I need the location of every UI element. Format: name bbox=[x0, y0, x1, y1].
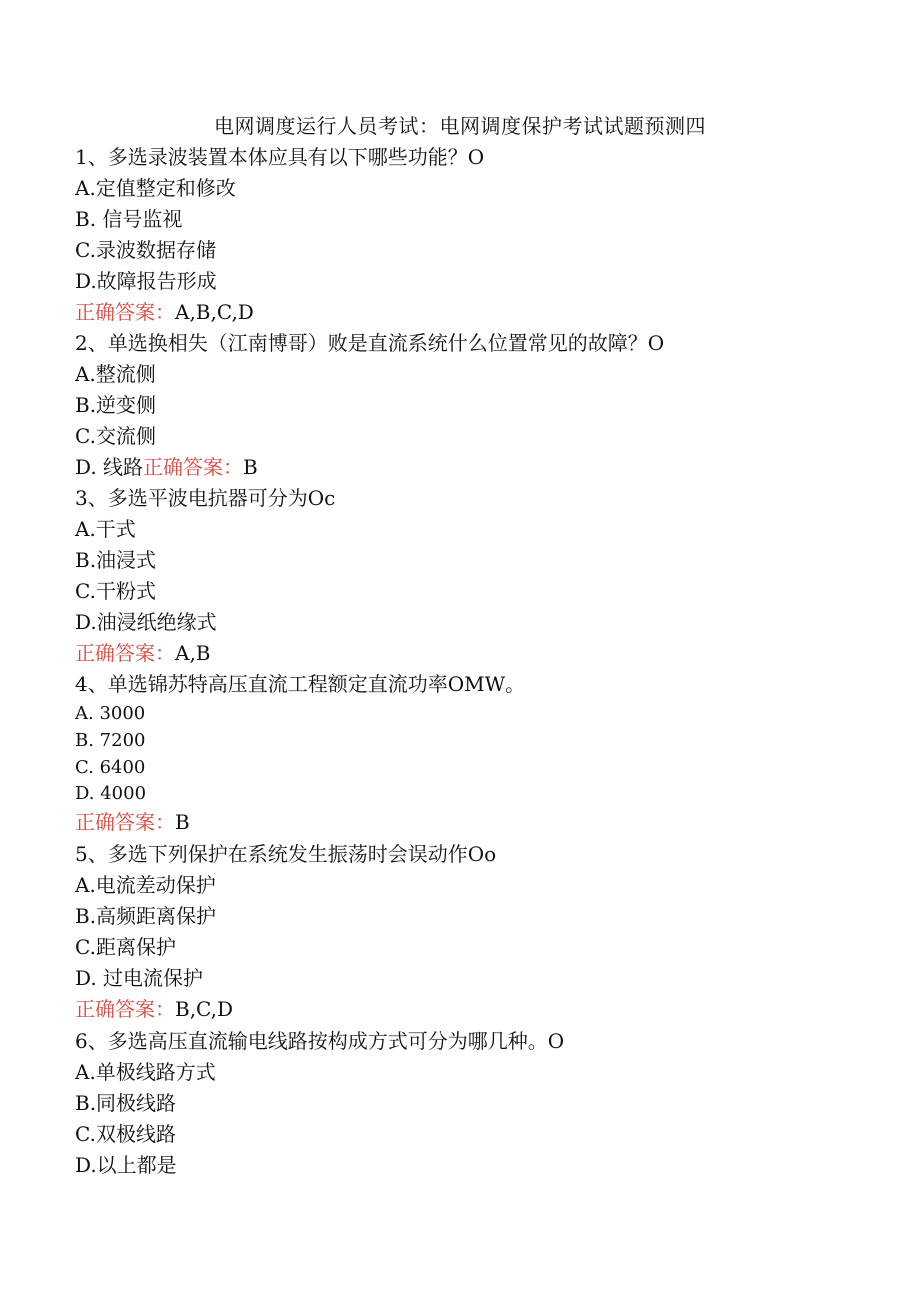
question-option: D. 过电流保护 bbox=[75, 966, 204, 990]
question-option: D. 4000 bbox=[75, 783, 147, 804]
answer-line bbox=[75, 639, 211, 667]
answer-label: 正确答案： bbox=[75, 997, 175, 1021]
question-option: A.单极线路方式 bbox=[75, 1060, 216, 1084]
question-stem: 3、多选平波电抗器可分为Oc bbox=[75, 486, 336, 510]
question-option: D.故障报告形成 bbox=[75, 269, 217, 293]
answer-value: B bbox=[243, 455, 258, 479]
question-option: A.定值整定和修改 bbox=[75, 176, 236, 200]
answer-line bbox=[75, 453, 258, 481]
question-option: C. 6400 bbox=[75, 757, 146, 778]
question-option: C.干粉式 bbox=[75, 579, 156, 603]
question-stem: 2、单选换相失（江南博哥）败是直流系统什么位置常见的故障？O bbox=[75, 331, 665, 355]
question-option: B.高频距离保护 bbox=[75, 904, 217, 928]
answer-label: 正确答案： bbox=[143, 455, 244, 479]
question-stem: 5、多选下列保护在系统发生振荡时会误动作Oo bbox=[75, 842, 497, 866]
question-option: B.油浸式 bbox=[75, 548, 157, 572]
document-title: 电网调度运行人员考试：电网调度保护考试试题预测四 bbox=[214, 114, 706, 138]
question-stem: 4、单选锦苏特高压直流工程额定直流功率OMW。 bbox=[75, 672, 526, 696]
question-option: C.录波数据存储 bbox=[75, 238, 216, 262]
question-stem: 1、多选录波装置本体应具有以下哪些功能？O bbox=[75, 145, 485, 169]
answer-value: A,B,C,D bbox=[175, 300, 254, 324]
question-option: C.双极线路 bbox=[75, 1122, 176, 1146]
question-option: A.整流侧 bbox=[75, 362, 156, 386]
question-option: B.同极线路 bbox=[75, 1091, 177, 1115]
answer-line bbox=[75, 298, 254, 326]
question-option: B.逆变侧 bbox=[75, 393, 157, 417]
question-option: D.油浸纸绝缘式 bbox=[75, 610, 217, 634]
question-option: C.交流侧 bbox=[75, 424, 156, 448]
question-option: A. 3000 bbox=[75, 703, 146, 724]
answer-label: 正确答案： bbox=[75, 810, 175, 834]
answer-value: A,B bbox=[175, 641, 211, 665]
answer-label: 正确答案： bbox=[75, 300, 175, 324]
answer-line bbox=[75, 808, 190, 836]
question-option: D. 线路 bbox=[75, 455, 144, 479]
question-option: D.以上都是 bbox=[75, 1153, 177, 1177]
question-option: B. 7200 bbox=[75, 730, 146, 751]
answer-line bbox=[75, 995, 233, 1023]
question-stem: 6、多选高压直流输电线路按构成方式可分为哪几种。O bbox=[75, 1029, 565, 1053]
question-option: A.电流差动保护 bbox=[75, 873, 216, 897]
question-option: B. 信号监视 bbox=[75, 207, 183, 231]
question-option: A.干式 bbox=[75, 517, 136, 541]
answer-value: B,C,D bbox=[175, 997, 234, 1021]
answer-value: B bbox=[175, 810, 190, 834]
question-option: C.距离保护 bbox=[75, 935, 176, 959]
answer-label: 正确答案： bbox=[75, 641, 175, 665]
